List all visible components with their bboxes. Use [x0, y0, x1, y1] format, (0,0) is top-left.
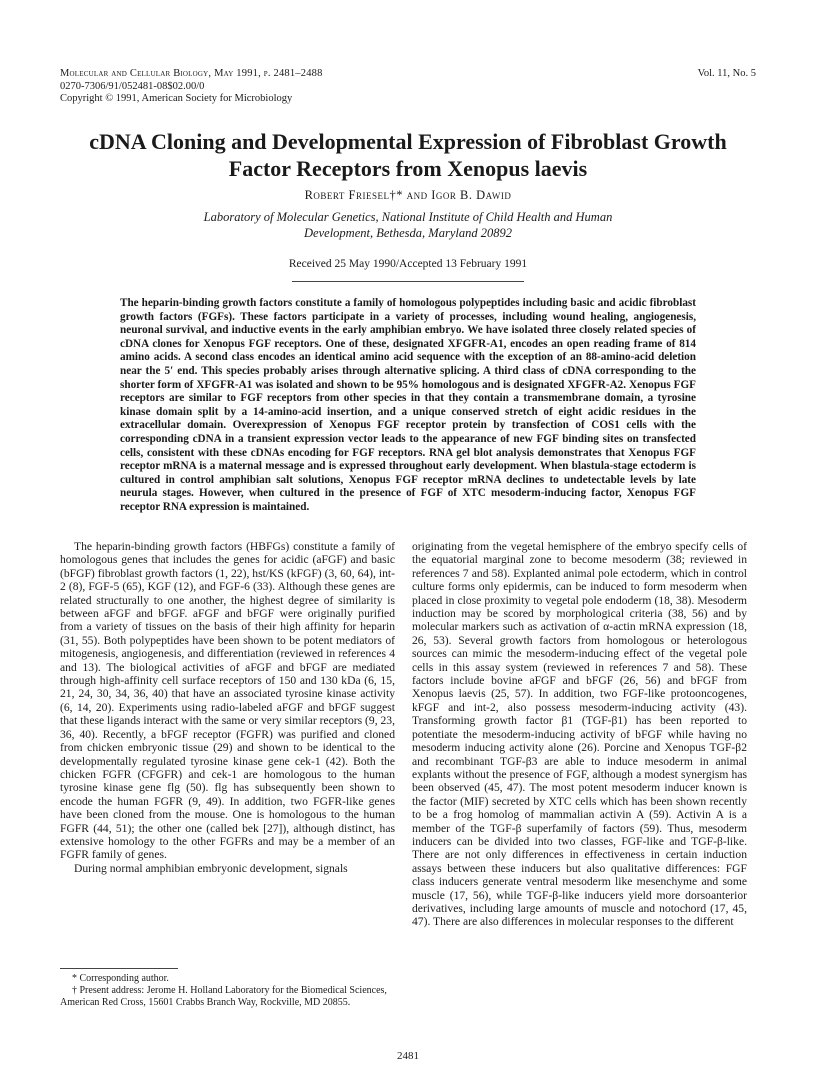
copyright-notice: Copyright © 1991, American Society for Microbiology	[60, 93, 293, 104]
footnotes	[60, 968, 395, 1009]
footnote-divider	[60, 968, 178, 969]
body-paragraph: originating from the vegetal hemisphere of the embryo specify cells of the equatorial marginal zone to become mesoderm (38; reviewed in references 7 and 58). Explanted animal pole ectoderm, which in control culture forms only epidermis, can be induced to form mesoderm when placed in close proximity to vegetal pole endoderm (18, 38). Mesoderm induction may be scored by morphological criteria (38, 56) and by molecular markers such as activation of α-actin mRNA expression (18, 26, 53). Several growth factors from homologous or heterologous sources can mimic the mesoderm-inducing effect of the vegetal pole cells in this assay system (reviewed in references 7 and 58). These factors include bovine aFGF and bFGF (26, 56) and bFGF from Xenopus laevis (25, 57). In addition, two FGF-like protooncogenes, kFGF and int-2, also possess mesoderm-inducing activity (43). Transforming growth factor β1 (TGF-β1) has been reported to potentiate the mesoderm-inducing activity of bFGF while having no mesoderm inducing activity alone (26). Porcine and Xenopus TGF-β2 and recombinant TGF-β3 are able to induce mesoderm in animal explants without the presence of FGF, although a modest synergism has been observed (45, 47). The most potent mesoderm inducer known is the factor (MIF) secreted by XTC cells which has been shown recently to be a frog homolog of mammalian activin A (59). Activin A is a member of the TGF-β superfamily of factors (59). Thus, mesoderm inducers can be divided into two classes, FGF-like and TGF-β-like. There are not only differences in effectiveness in certain induction assays between these inducers but also qualitative differences: FGF class inducers generate ventral mesoderm like mesenchyme and some muscle (17, 56), while TGF-β-like inducers yield more dorsoanterior derivatives, including large amounts of muscle and notochord (17, 45, 47). There are also differences in molecular responses to the different	[412, 540, 747, 929]
article-title: cDNA Cloning and Developmental Expression of Fibroblast Growth Factor Receptors from Xenopus laevis	[89, 129, 727, 181]
article-code: 0270-7306/91/052481-08$02.00/0	[60, 80, 205, 92]
body-paragraph: During normal amphibian embryonic development, signals	[74, 861, 348, 875]
body-paragraph: The heparin-binding growth factors (HBFGs) constitute a family of homologous genes that includes the genes for acidic (aFGF) and basic (bFGF) fibroblast growth factors (1, 22), hst/KS (kFGF) (3, 60, 64), int-2 (8), FGF-5 (65), KGF (12), and FGF-6 (33). Although these genes are related structurally to one another, the highest degree of similarity is between aFGF and bFGF. aFGF and bFGF were originally purified from a variety of tissues on the basis of their high affinity for heparin (31, 55). Both polypeptides have been shown to be potent mediators of mitogenesis, angiogenesis, and differentiation (reviewed in references 4 and 13). The biological activities of aFGF and bFGF are mediated through high-affinity cell surface receptors of 150 and 130 kDa (6, 15, 21, 24, 30, 34, 36, 40) that have an associated tyrosine kinase activity (6, 14, 20). Experiments using radio-labeled aFGF and bFGF suggest that these ligands interact with the same or very similar receptors (9, 23, 36, 40). Recently, a bFGF receptor (FGFR) was purified and cloned from chicken embryonic tissue (29) and shown to be identical to the developmentally regulated tyrosine kinase gene cek-1 (42). Both the chicken FGFR (CFGFR) and cek-1 are homologous to the human tyrosine kinase gene flg (50). flg has subsequently been shown to encode the human FGFR (9, 49). In addition, two FGFR-like genes have been cloned from the mouse. One is homologous to the human FGFR (44, 51); the other one (called bek [27]), although distinct, has extensive homology to the other FGFRs and may be a member of an FGFR family of genes.	[60, 540, 395, 862]
page-number: 2481	[397, 1050, 419, 1062]
header-divider	[292, 281, 524, 282]
running-header	[60, 68, 756, 106]
footnote-present-address: † Present address: Jerome H. Holland Laboratory for the Biomedical Sciences, American Red Cross, 15601 Crabbs Branch Way, Rockville, MD 20855.	[60, 985, 387, 1008]
author-affiliation: Laboratory of Molecular Genetics, National Institute of Child Health and Human Development, Bethesda, Maryland 20892	[203, 210, 613, 240]
body-column-right	[412, 540, 747, 929]
abstract: The heparin-binding growth factors constitute a family of homologous polypeptides including basic and acidic fibroblast growth factors (FGFs). These factors participate in a variety of processes, including wound healing, angiogenesis, neuronal survival, and inductive events in the early amphibian embryo. We have isolated three closely related species of cDNA clones for Xenopus FGF receptors. One of these, designated XFGFR-A1, encodes an open reading frame of 814 amino acids. A second class encodes an identical amino acid sequence with the exception of an 88-amino-acid deletion near the 5′ end. This species probably arises through alternative splicing. A third class of cDNA corresponding to the shorter form of XFGFR-A1 was isolated and shown to be 95% homologous and is designated XFGFR-A2. Xenopus FGF receptors are similar to FGF receptors from other species in that they contain a transmembrane domain, a tyrosine kinase domain split by a 14-amino-acid insertion, and a unique conserved stretch of eight acidic residues in the extracellular domain. Overexpression of Xenopus FGF receptor protein by transfection of COS1 cells with the corresponding cDNA in a transient expression vector leads to the appearance of new FGF binding sites on transfected cells, consistent with these cDNAs encoding for FGF receptors. RNA gel blot analysis demonstrates that Xenopus FGF receptor mRNA is a maternal message and is expressed throughout early development. When blastula-stage ectoderm is cultured in control amphibian salt solutions, Xenopus FGF receptor mRNA declines to undetectable levels by late neurula stages. However, when cultured in the presence of FGF of XTC mesoderm-inducing factor, Xenopus FGF receptor RNA expression is maintained.	[120, 297, 696, 513]
body-column-left	[60, 540, 395, 875]
author-list: Robert Friesel†* and Igor B. Dawid	[304, 188, 512, 202]
received-dates: Received 25 May 1990/Accepted 13 February 1991	[288, 258, 528, 270]
volume-issue: Vol. 11, No. 5	[697, 68, 756, 79]
journal-citation: Molecular and Cellular Biology, May 1991, p. 2481–2488	[60, 68, 323, 79]
footnote-corresponding: * Corresponding author.	[72, 973, 169, 984]
